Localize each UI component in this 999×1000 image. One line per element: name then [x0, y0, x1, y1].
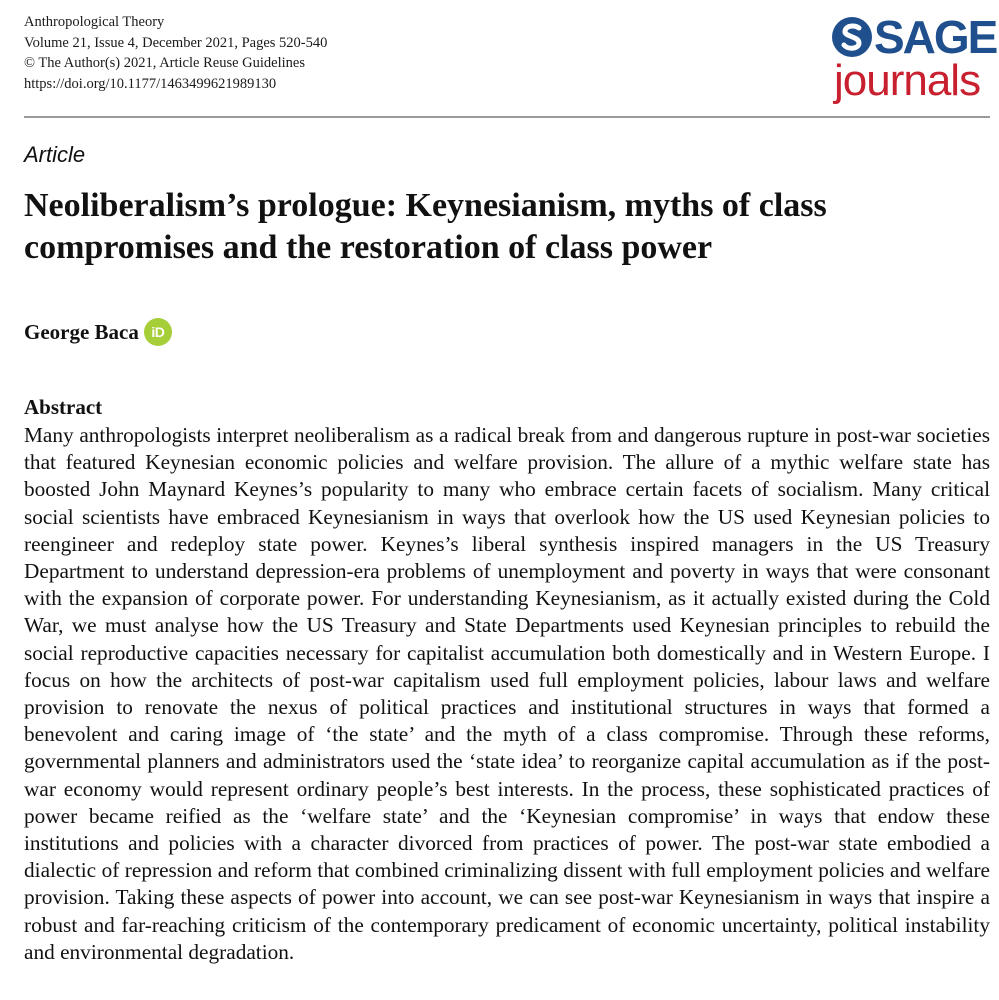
copyright-line[interactable]: © The Author(s) 2021, Article Reuse Guidelines — [24, 55, 305, 71]
sage-wordmark — [832, 12, 996, 62]
author-name[interactable]: George Baca — [24, 319, 139, 344]
abstract-text: Many anthropologists interpret neoliberalism as a radical break from and dangerous rupture in post-war societies that featured Keynesian economic policies and welfare provision. The allure of a mythic welfare state has boosted John Maynard Keynes’s popularity to many who embrace certain facets of socialism. Many critical social scientists have embraced Keynesianism in ways that overlook how the US used Keynesian policies to reengineer and redeploy state power. Keynes’s liberal synthesis inspired managers in the US Treasury Department to understand depression-era problems of unemployment and poverty in ways that were consonant with the expansion of corporate power. For understanding Keynesianism, as it actually existed during the Cold War, we must analyse how the US Treasury and State Departments used Keynesian principles to rebuild the social reproductive capacities necessary for capitalist accumulation both domestically and in Western Europe. I focus on how the architects of post-war capitalism used full employment policies, labour laws and welfare provision to renovate the nexus of political practices and institutional structures in ways that formed a benevolent and caring image of ‘the state’ and the myth of a class compromise. Through these reforms, governmental planners and administrators used the ‘state idea’ to reorganize capital accumulation as if the post-war economy would represent ordinary people’s best interests. In the process, these sophisticated practices of power became reified as the ‘welfare state’ and the ‘Keynesian compromise’ in ways that endow these institutions and policies with a character divorced from practices of power. The post-war state embodied a dialectic of repression and reform that combined criminalizing dissent with full employment policies and welfare provision. Taking these aspects of power into account, we can see post-war Keynesianism in ways that inspire a robust and far-reaching criticism of the contemporary predicament of economic uncertainty, political instability and environmental degradation. — [24, 423, 990, 964]
abstract-heading: Abstract — [24, 395, 103, 419]
author-line — [24, 318, 172, 346]
doi-link[interactable]: https://doi.org/10.1177/1463499621989130 — [24, 75, 277, 92]
sage-s-icon-glyph — [832, 17, 872, 57]
issue-info: Volume 21, Issue 4, December 2021, Pages 520-540 — [24, 34, 328, 51]
header-divider — [24, 116, 990, 118]
journals-text: journals — [834, 56, 981, 105]
sage-text: SAGE — [874, 11, 997, 63]
sage-journals-logo[interactable] — [832, 11, 997, 108]
article-type-label: Article — [24, 142, 86, 167]
orcid-icon[interactable]: iD — [144, 318, 172, 346]
sage-s-icon — [832, 17, 872, 57]
article-title: Neoliberalism’s prologue: Keynesianism, myths of class compromises and the restoration of class power — [24, 187, 827, 266]
journal-name[interactable]: Anthropological Theory — [24, 14, 165, 30]
article-metadata — [24, 12, 327, 94]
